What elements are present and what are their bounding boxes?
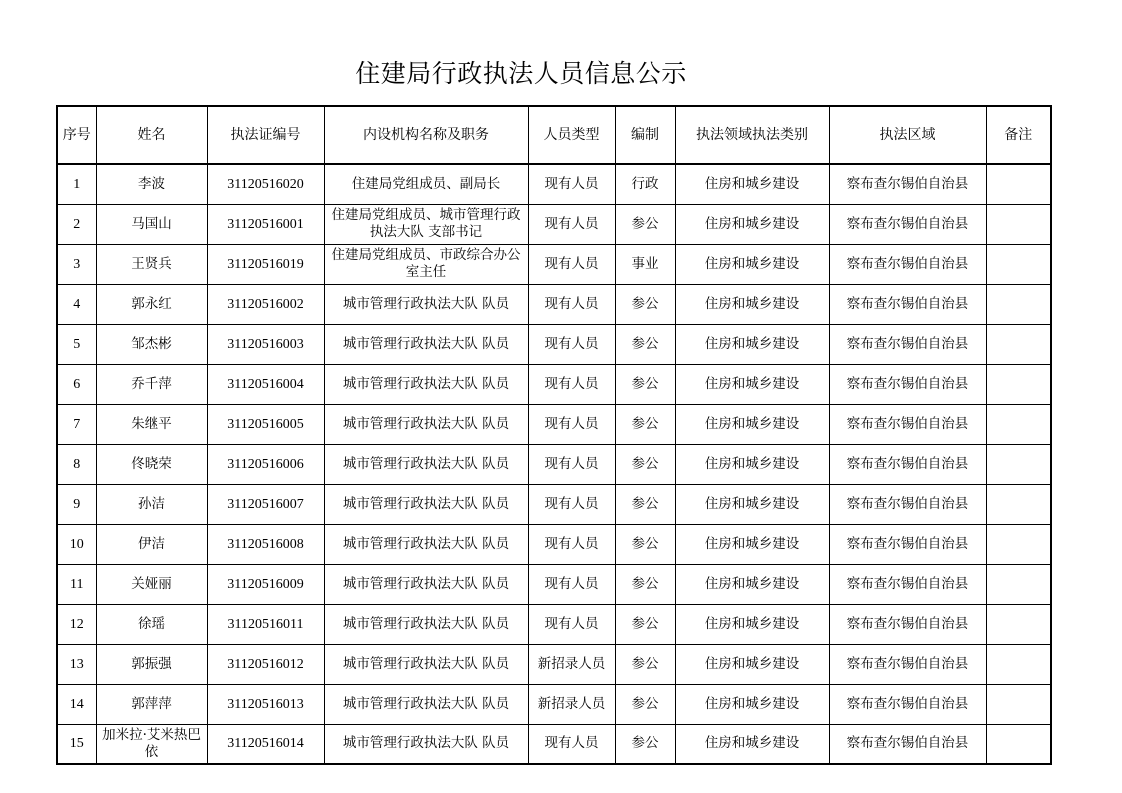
- cell-name: 邹杰彬: [96, 324, 207, 364]
- cell-cert: 31120516003: [207, 324, 324, 364]
- cell-field: 住房和城乡建设: [675, 564, 829, 604]
- cell-index: 12: [57, 604, 96, 644]
- table-row: [57, 604, 1051, 644]
- cell-dept: 城市管理行政执法大队 队员: [324, 604, 528, 644]
- cell-dept: 住建局党组成员、城市管理行政执法大队 支部书记: [324, 204, 528, 244]
- cell-index: 14: [57, 684, 96, 724]
- cell-area: 察布查尔锡伯自治县: [829, 164, 986, 204]
- cell-area: 察布查尔锡伯自治县: [829, 324, 986, 364]
- cell-remark: [986, 604, 1051, 644]
- cell-cert: 31120516020: [207, 164, 324, 204]
- cell-dept: 城市管理行政执法大队 队员: [324, 364, 528, 404]
- cell-cert: 31120516012: [207, 644, 324, 684]
- cell-field: 住房和城乡建设: [675, 484, 829, 524]
- cell-cert: 31120516009: [207, 564, 324, 604]
- cell-establishment: 事业: [615, 244, 675, 284]
- cell-field: 住房和城乡建设: [675, 244, 829, 284]
- header-area: 执法区域: [829, 106, 986, 164]
- cell-establishment: 参公: [615, 644, 675, 684]
- cell-remark: [986, 644, 1051, 684]
- cell-field: 住房和城乡建设: [675, 204, 829, 244]
- cell-field: 住房和城乡建设: [675, 164, 829, 204]
- cell-establishment: 参公: [615, 684, 675, 724]
- cell-establishment: 参公: [615, 724, 675, 764]
- cell-field: 住房和城乡建设: [675, 724, 829, 764]
- cell-establishment: 参公: [615, 284, 675, 324]
- cell-establishment: 参公: [615, 524, 675, 564]
- cell-type: 现有人员: [528, 284, 615, 324]
- table-row: [57, 204, 1051, 244]
- cell-cert: 31120516008: [207, 524, 324, 564]
- cell-establishment: 参公: [615, 484, 675, 524]
- cell-index: 4: [57, 284, 96, 324]
- cell-type: 现有人员: [528, 164, 615, 204]
- cell-establishment: 参公: [615, 204, 675, 244]
- cell-remark: [986, 244, 1051, 284]
- cell-area: 察布查尔锡伯自治县: [829, 284, 986, 324]
- cell-remark: [986, 684, 1051, 724]
- cell-dept: 城市管理行政执法大队 队员: [324, 524, 528, 564]
- header-field: 执法领域执法类别: [675, 106, 829, 164]
- cell-remark: [986, 444, 1051, 484]
- table-row: [57, 724, 1051, 764]
- cell-area: 察布查尔锡伯自治县: [829, 204, 986, 244]
- cell-name: 郭萍萍: [96, 684, 207, 724]
- cell-area: 察布查尔锡伯自治县: [829, 604, 986, 644]
- cell-type: 现有人员: [528, 404, 615, 444]
- table-row: [57, 484, 1051, 524]
- cell-name: 马国山: [96, 204, 207, 244]
- cell-dept: 城市管理行政执法大队 队员: [324, 644, 528, 684]
- cell-name: 王贤兵: [96, 244, 207, 284]
- cell-dept: 城市管理行政执法大队 队员: [324, 444, 528, 484]
- cell-type: 现有人员: [528, 604, 615, 644]
- header-cert: 执法证编号: [207, 106, 324, 164]
- cell-cert: 31120516007: [207, 484, 324, 524]
- cell-remark: [986, 204, 1051, 244]
- cell-dept: 城市管理行政执法大队 队员: [324, 404, 528, 444]
- cell-establishment: 参公: [615, 604, 675, 644]
- table-row: [57, 644, 1051, 684]
- cell-area: 察布查尔锡伯自治县: [829, 684, 986, 724]
- cell-index: 11: [57, 564, 96, 604]
- cell-dept: 城市管理行政执法大队 队员: [324, 484, 528, 524]
- cell-type: 现有人员: [528, 204, 615, 244]
- cell-remark: [986, 164, 1051, 204]
- cell-remark: [986, 364, 1051, 404]
- header-index: 序号: [57, 106, 96, 164]
- cell-field: 住房和城乡建设: [675, 404, 829, 444]
- cell-field: 住房和城乡建设: [675, 364, 829, 404]
- cell-area: 察布查尔锡伯自治县: [829, 644, 986, 684]
- cell-index: 9: [57, 484, 96, 524]
- cell-dept: 住建局党组成员、市政综合办公室主任: [324, 244, 528, 284]
- cell-name: 乔千萍: [96, 364, 207, 404]
- cell-area: 察布查尔锡伯自治县: [829, 524, 986, 564]
- cell-index: 5: [57, 324, 96, 364]
- table-row: [57, 244, 1051, 284]
- cell-index: 7: [57, 404, 96, 444]
- cell-name: 朱继平: [96, 404, 207, 444]
- cell-establishment: 参公: [615, 444, 675, 484]
- header-row: [57, 106, 1051, 164]
- cell-field: 住房和城乡建设: [675, 324, 829, 364]
- cell-index: 13: [57, 644, 96, 684]
- cell-establishment: 行政: [615, 164, 675, 204]
- cell-establishment: 参公: [615, 564, 675, 604]
- cell-cert: 31120516001: [207, 204, 324, 244]
- cell-name: 郭永红: [96, 284, 207, 324]
- cell-index: 6: [57, 364, 96, 404]
- cell-type: 现有人员: [528, 724, 615, 764]
- cell-remark: [986, 724, 1051, 764]
- cell-remark: [986, 404, 1051, 444]
- table-row: [57, 164, 1051, 204]
- cell-cert: 31120516011: [207, 604, 324, 644]
- cell-type: 现有人员: [528, 484, 615, 524]
- table-row: [57, 324, 1051, 364]
- cell-area: 察布查尔锡伯自治县: [829, 244, 986, 284]
- page-title: 住建局行政执法人员信息公示: [355, 59, 687, 88]
- cell-index: 15: [57, 724, 96, 764]
- cell-index: 1: [57, 164, 96, 204]
- cell-field: 住房和城乡建设: [675, 644, 829, 684]
- cell-establishment: 参公: [615, 324, 675, 364]
- cell-name: 孙洁: [96, 484, 207, 524]
- cell-cert: 31120516004: [207, 364, 324, 404]
- cell-name: 佟晓荣: [96, 444, 207, 484]
- cell-name: 李波: [96, 164, 207, 204]
- header-establishment: 编制: [615, 106, 675, 164]
- header-remark: 备注: [986, 106, 1051, 164]
- table-row: [57, 684, 1051, 724]
- cell-dept: 城市管理行政执法大队 队员: [324, 284, 528, 324]
- cell-cert: 31120516013: [207, 684, 324, 724]
- cell-name: 徐瑶: [96, 604, 207, 644]
- cell-area: 察布查尔锡伯自治县: [829, 364, 986, 404]
- table-row: [57, 404, 1051, 444]
- table-row: [57, 364, 1051, 404]
- cell-dept: 城市管理行政执法大队 队员: [324, 324, 528, 364]
- cell-area: 察布查尔锡伯自治县: [829, 484, 986, 524]
- cell-dept: 城市管理行政执法大队 队员: [324, 724, 528, 764]
- cell-remark: [986, 484, 1051, 524]
- cell-index: 8: [57, 444, 96, 484]
- cell-name: 郭振强: [96, 644, 207, 684]
- cell-field: 住房和城乡建设: [675, 684, 829, 724]
- cell-establishment: 参公: [615, 404, 675, 444]
- cell-remark: [986, 524, 1051, 564]
- cell-cert: 31120516005: [207, 404, 324, 444]
- cell-area: 察布查尔锡伯自治县: [829, 724, 986, 764]
- cell-cert: 31120516006: [207, 444, 324, 484]
- table-row: [57, 564, 1051, 604]
- cell-type: 现有人员: [528, 364, 615, 404]
- cell-field: 住房和城乡建设: [675, 604, 829, 644]
- cell-dept: 城市管理行政执法大队 队员: [324, 564, 528, 604]
- cell-type: 新招录人员: [528, 644, 615, 684]
- cell-remark: [986, 564, 1051, 604]
- table-body: [57, 164, 1051, 764]
- cell-type: 现有人员: [528, 324, 615, 364]
- cell-area: 察布查尔锡伯自治县: [829, 564, 986, 604]
- table-row: [57, 444, 1051, 484]
- cell-dept: 城市管理行政执法大队 队员: [324, 684, 528, 724]
- cell-area: 察布查尔锡伯自治县: [829, 444, 986, 484]
- cell-index: 3: [57, 244, 96, 284]
- cell-name: 加米拉·艾米热巴依: [96, 724, 207, 764]
- header-dept: 内设机构名称及职务: [324, 106, 528, 164]
- cell-index: 10: [57, 524, 96, 564]
- cell-remark: [986, 324, 1051, 364]
- table-row: [57, 284, 1051, 324]
- cell-index: 2: [57, 204, 96, 244]
- cell-type: 现有人员: [528, 244, 615, 284]
- cell-establishment: 参公: [615, 364, 675, 404]
- cell-area: 察布查尔锡伯自治县: [829, 404, 986, 444]
- cell-name: 关娅丽: [96, 564, 207, 604]
- cell-field: 住房和城乡建设: [675, 444, 829, 484]
- table-row: [57, 524, 1051, 564]
- cell-type: 新招录人员: [528, 684, 615, 724]
- header-type: 人员类型: [528, 106, 615, 164]
- cell-cert: 31120516014: [207, 724, 324, 764]
- cell-field: 住房和城乡建设: [675, 524, 829, 564]
- cell-field: 住房和城乡建设: [675, 284, 829, 324]
- personnel-table: [56, 105, 1052, 765]
- header-name: 姓名: [96, 106, 207, 164]
- cell-name: 伊洁: [96, 524, 207, 564]
- cell-dept: 住建局党组成员、副局长: [324, 164, 528, 204]
- cell-remark: [986, 284, 1051, 324]
- cell-cert: 31120516002: [207, 284, 324, 324]
- cell-cert: 31120516019: [207, 244, 324, 284]
- cell-type: 现有人员: [528, 524, 615, 564]
- cell-type: 现有人员: [528, 444, 615, 484]
- cell-type: 现有人员: [528, 564, 615, 604]
